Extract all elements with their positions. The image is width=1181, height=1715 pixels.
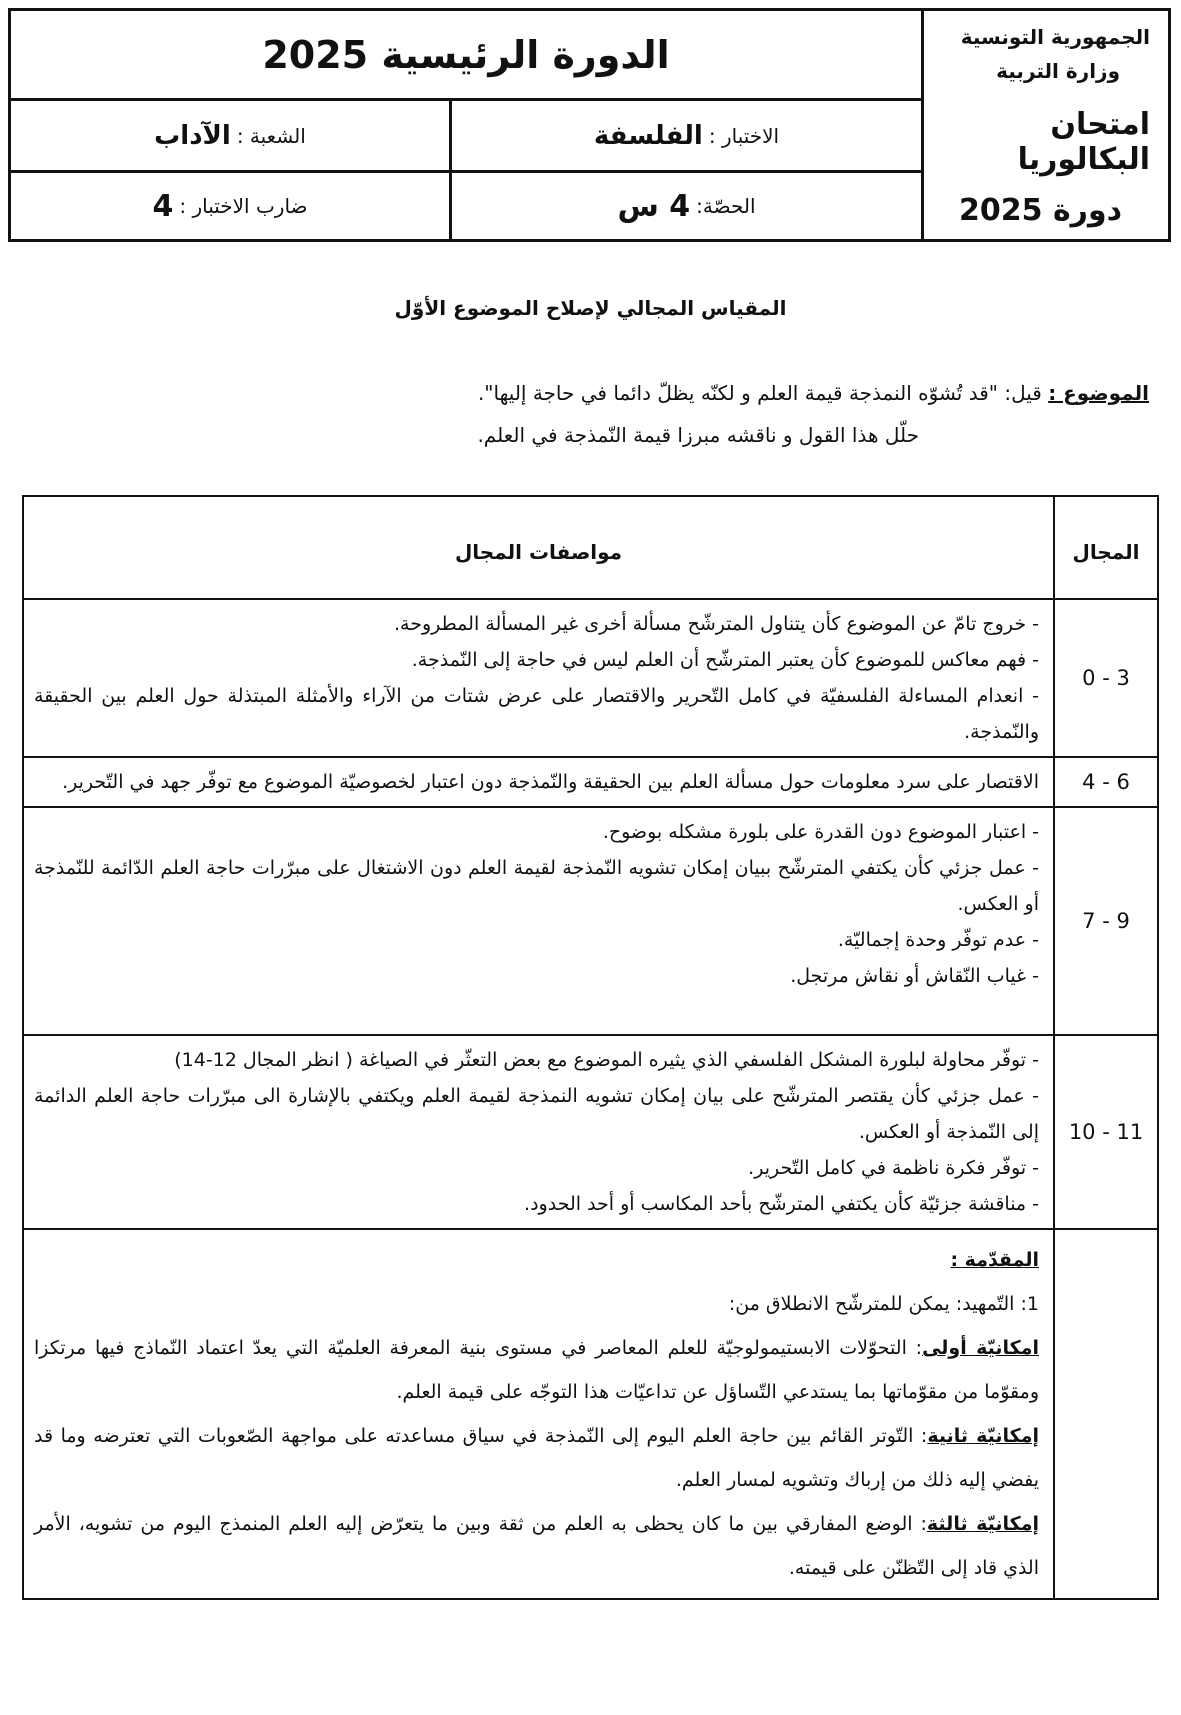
col-desc-header: مواصفات المجال xyxy=(23,496,1054,599)
intro-option-3 xyxy=(34,1502,1039,1590)
session-row xyxy=(11,11,921,101)
section-value: الآداب xyxy=(154,120,231,151)
desc-cell xyxy=(23,807,1054,1035)
header-issuer xyxy=(921,11,1168,239)
duration-cell xyxy=(449,173,921,239)
exam-header xyxy=(8,8,1171,242)
option-text: : الوضع المفارقي بين ما كان يحظى به العلم من ثقة وبين ما يتعرّض إليه العلم المنمذج اليوم من تشويه، الأمر الذي قاد إلى التّظنّن على قيمته. xyxy=(34,1513,1039,1579)
option-text: : التّوتر القائم بين حاجة العلم اليوم إلى النّمذجة في سياق مساعدته على مواجهة الصّعوبات التي تعترضه وما قد يفضي إليه ذلك من إرباك وتشويه لمسار العلم. xyxy=(34,1425,1039,1491)
test-cell xyxy=(449,101,921,170)
session-year: دورة 2025 xyxy=(959,193,1122,228)
table-row xyxy=(23,757,1158,807)
header-details xyxy=(11,11,921,239)
subject-line-1 xyxy=(49,372,1149,414)
desc-item: - فهم معاكس للموضوع كأن يعتبر المترشّح أن العلم ليس في حاجة إلى النّمذجة. xyxy=(411,649,1039,671)
duration-value: 4 س xyxy=(617,188,691,224)
range-cell xyxy=(1054,757,1158,807)
subject-row xyxy=(11,101,921,173)
desc-cell xyxy=(23,1035,1054,1229)
section-cell xyxy=(11,101,449,170)
grading-table xyxy=(22,495,1159,1600)
range-cell xyxy=(1054,1035,1158,1229)
test-value: الفلسفة xyxy=(593,120,703,151)
subject-label: الموضوع : xyxy=(1048,381,1149,405)
desc-item: الاقتصار على سرد معلومات حول مسألة العلم بين الحقيقة والنّمذجة دون اعتبار لخصوصيّة الموضوع مع توفّر جهد في التّحرير. xyxy=(62,771,1039,793)
table-header-row xyxy=(23,496,1158,599)
desc-item: - توفّر محاولة لبلورة المشكل الفلسفي الذي يثيره الموضوع مع بعض التعثّر في الصياغة ( انظر المجال 12-14) xyxy=(174,1049,1039,1071)
intro-cell xyxy=(23,1229,1054,1599)
exam-name: امتحان البكالوريا xyxy=(1017,107,1150,177)
desc-item: - خروج تامّ عن الموضوع كأن يتناول المترشّح مسألة أخرى غير المسألة المطروحة. xyxy=(393,613,1039,635)
desc-item: - مناقشة جزئيّة كأن يكتفي المترشّح بأحد المكاسب أو أحد الحدود. xyxy=(524,1193,1039,1215)
table-row xyxy=(23,1229,1158,1599)
table-row xyxy=(23,599,1158,757)
option-label: إمكانيّة ثانية xyxy=(927,1425,1040,1447)
range-value: 0 - 3 xyxy=(1082,666,1130,690)
table-row xyxy=(23,807,1158,1035)
coef-value: 4 xyxy=(152,188,174,224)
coef-label: ضارب الاختبار : xyxy=(179,194,308,218)
range-cell xyxy=(1054,807,1158,1035)
test-label: الاختبار : xyxy=(708,123,780,148)
subject-line-2: حلّل هذا القول و ناقشه مبرزا قيمة النّمذجة في العلم. xyxy=(477,423,919,447)
subject-quote: قيل: "قد تُشوّه النمذجة قيمة العلم و لكنّه يظلّ دائما في حاجة إليها". xyxy=(477,381,1042,405)
range-value: 7 - 9 xyxy=(1082,909,1130,933)
desc-cell xyxy=(23,757,1054,807)
duration-label: الحصّة: xyxy=(696,194,756,218)
intro-heading: المقدّمة : xyxy=(950,1249,1039,1271)
desc-cell xyxy=(23,599,1054,757)
col-field-header: المجال xyxy=(1054,496,1158,599)
intro-option-1 xyxy=(34,1326,1039,1414)
range-value: 4 - 6 xyxy=(1082,770,1130,794)
range-cell xyxy=(1054,599,1158,757)
desc-item: - اعتبار الموضوع دون القدرة على بلورة مشكله بوضوح. xyxy=(602,821,1039,843)
table-row xyxy=(23,1035,1158,1229)
coef-cell xyxy=(11,173,449,239)
intro-lead: 1: التّمهيد: يمكن للمترشّح الانطلاق من: xyxy=(728,1293,1039,1315)
intro-option-2 xyxy=(34,1414,1039,1502)
range-value: 10 - 11 xyxy=(1068,1120,1144,1144)
duration-row xyxy=(11,173,921,239)
desc-item: - عدم توفّر وحدة إجماليّة. xyxy=(837,929,1039,951)
section-label: الشعبة : xyxy=(236,123,306,148)
ministry-name: وزارة التربية xyxy=(996,59,1120,83)
session-title: الدورة الرئيسية 2025 xyxy=(262,32,670,77)
range-cell-empty xyxy=(1054,1229,1158,1599)
desc-item: - عمل جزئي كأن يكتفي المترشّح ببيان إمكان تشويه النّمذجة لقيمة العلم دون الاشتغال على مبرّرات حاجة العلم الدّائمة للنّمذجة أو العكس. xyxy=(34,857,1039,915)
subject-statement xyxy=(49,372,1149,456)
option-label: امكانيّة أولى xyxy=(922,1337,1039,1359)
desc-item: - انعدام المساءلة الفلسفيّة في كامل التّحرير والاقتصار على عرض شتات من الآراء والأمثلة المبتذلة حول العلم بين الحقيقة والنّمذجة. xyxy=(34,685,1039,743)
republic-name: الجمهورية التونسية xyxy=(960,25,1150,49)
option-text: : التحوّلات الابستيمولوجيّة للعلم المعاصر في مستوى بنية المعرفة العلميّة التي يعدّ اعتماد النّماذج فيها مرتكزا ومقوّما من مقوّماتها بما يستدعي التّساؤل عن تداعيّات هذا التوجّه على قيمة العلم. xyxy=(34,1337,1039,1403)
desc-item: - توفّر فكرة ناظمة في كامل التّحرير. xyxy=(748,1157,1039,1179)
desc-item: - غياب النّقاش أو نقاش مرتجل. xyxy=(790,965,1039,987)
document-title: المقياس المجالي لإصلاح الموضوع الأوّل xyxy=(394,296,787,320)
option-label: إمكانيّة ثالثة xyxy=(926,1513,1040,1535)
desc-item: - عمل جزئي كأن يقتصر المترشّح على بيان إمكان تشويه النمذجة لقيمة العلم ويكتفي بالإشارة الى مبرّرات حاجة العلم الدائمة إلى النّمذجة أو العكس. xyxy=(34,1085,1039,1143)
